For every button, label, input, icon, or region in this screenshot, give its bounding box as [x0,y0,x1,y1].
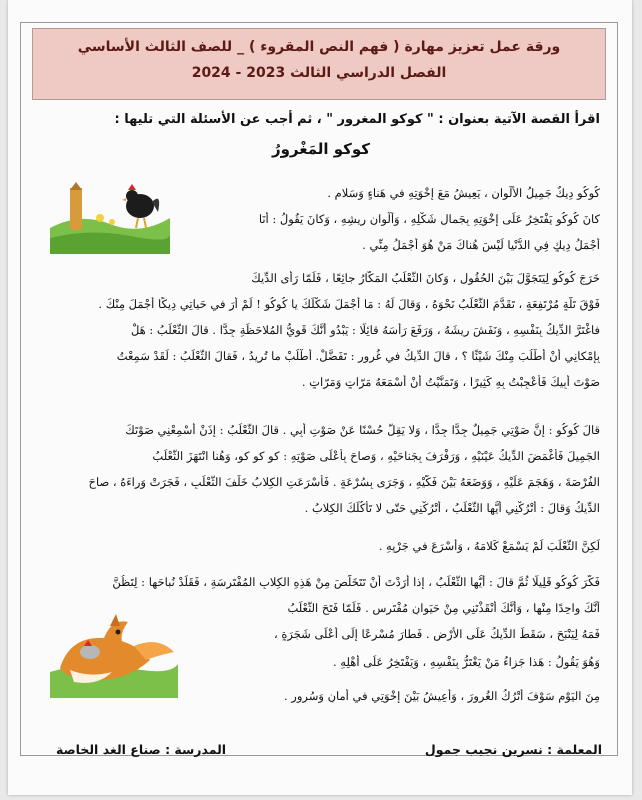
story-line: مِنَ اليَوْمِ سَوْفَ أَتْرُكُ الغُرورَ ، وَأَعِيشُ بَيْنَ إِخْوَتِي في أَمانٍ وَسُرورٍ . [283,689,600,703]
story-line: الدِّيكُ وَقالَ : أَتْرُكْنِي أَيُّها الثَّعْلَبُ ، أَتْرُكْنِي حَتّى لا تَأْكُلَكَ الكِلابُ . [304,501,600,515]
story-line: بِإِمْكانِي أَنْ أَطْلُبَ مِنْكَ شَيْئًا ؟ ، قالَ الدِّيكُ في غُرورٍ : تَفَضَّلْ. أَطْلُبْ ما تُرِيدُ ، فَقالَ الثَّعْلَبُ : لَقَدْ سَمِعْتُ [116,349,600,363]
story-line: أَنَّكَ واحِدًا مِنْها ، وَأَنَّكَ أَنْقَذْتَنِي مِنْ حَيَوانٍ مُفْتَرِسٍ . فَلَمّا فَتَحَ الثَّعْلَبُ [287,601,600,615]
story-line: صَوْتَ أَبِيكَ فَأُعْجِبْتُ بِهِ كَثِيرًا ، وَتَمَنَّيْتُ أَنْ أَسْمَعَهُ مَرّاتٍ وَمَرّاتٍ . [301,375,600,389]
story-line: قالَ كُوكُو : إِنَّ صَوْتِي جَمِيلٌ جِدًّا جِدًّا ، وَلا يَقِلُّ حُسْنًا عَنْ صَوْتِ أَبِي . قالَ الثَّعْلَبُ : إِذَنْ أَسْمِعْنِي صَوْتَكَ [125,423,600,437]
worksheet-title: ورقة عمل تعزيز مهارة ( فهم النص المقروء ) _ للصف الثالث الأساسي [77,39,561,55]
reading-instruction: اقرأ القصة الآتية بعنوان : " كوكو المغرور " ، ثم أجب عن الأسئلة التي تليها : [114,112,600,127]
story-title: كوكو المَغْرورُ [271,140,371,158]
story-line: أَجْمَلُ دِيكٍ فِي الدُّنْيا لَيْسَ هُناكَ مَنْ هُوَ أَجْمَلُ مِنِّي . [362,238,600,252]
fox-illustration [50,612,178,698]
story-line: فَكَّرَ كُوكُو قَلِيلًا ثُمَّ قالَ : أَيُّها الثَّعْلَبُ ، إِذا أَرَدْتَ أَنْ تَتَخَلَّصَ مِنْ هَذِهِ الكِلابِ المُفْتَرِسَةِ ، فَقَلِّدْ نُباحَها : لِتَظُنَّ [112,575,600,589]
worksheet-header [32,28,606,100]
story-line: فاغْتَرَّ الدِّيكُ بِنَفْسِهِ ، وَنَفَشَ رِيشَهُ ، وَرَفَعَ رَأْسَهُ قائِلًا : يَبْدُو أَنَّكَ قَوِيُّ المُلاحَظَةِ جِدًّا . قالَ الثَّعْلَبُ : هَلْ [130,323,600,337]
story-line: الجَمِيلَ فَأَغْمَضَ الدِّيكُ عَيْنَيْهِ ، وَرَفْرَفَ بِجَناحَيْهِ ، وَصاحَ بِأَعْلَى صَوْتِهِ : كو كو كو، وَهُنا انْتَهَزَ الثَّعْلَبُ [152,449,600,463]
school-name: المدرسة : صناع الغد الخاصة [56,742,227,757]
story-line: فَمَهُ لِيَنْبَحَ ، سَقَطَ الدِّيكُ عَلَى الأَرْضِ . فَطارَ مُسْرِعًا إِلَى أَعْلَى شَجَرَةٍ ، [274,627,600,641]
story-line: كُوكُو دِيكٌ جَمِيلُ الأَلْوانِ ، يَعِيشُ مَعَ إِخْوَتِهِ في هَناءٍ وَسَلامٍ . [327,186,600,200]
rooster-illustration [50,178,170,254]
story-line: الفُرْصَةَ ، وَهَجَمَ عَلَيْهِ ، وَوَضَعَهُ بَيْنَ فَكَّيْهِ ، وَجَرَى بِسُرْعَةٍ . فَأَسْرَعَتِ الكِلابُ خَلْفَ الثَّعْلَبِ ، فَجَرَتْ وَراءَهُ ، صاحَ [88,475,600,489]
story-line: كانَ كُوكُو يَفْتَخِرُ عَلَى إِخْوَتِهِ بِجَمالِ شَكْلِهِ ، وَأَلْوانِ رِيشِهِ ، وَكانَ يَقُولُ : أَنَا [258,212,600,226]
story-line: فَوْقَ تَلَّةٍ مُرْتَفِعَةٍ ، تَقَدَّمَ الثَّعْلَبُ نَحْوَهُ ، وَقالَ لَهُ : مَا أَجْمَلَ شَكْلَكَ يا كُوكُو ! لَمْ أَرَ في حَياتِي دِيكًا أَجْمَلَ مِنْكَ . [98,297,600,311]
semester-line: الفصل الدراسي الثالث 2023 - 2024 [191,65,447,81]
story-line: وَهُوَ يَقُولُ : هَذا جَزاءُ مَنْ يَغْتَرُّ بِنَفْسِهِ ، وَيَفْتَخِرُ عَلَى أَهْلِهِ . [332,655,600,669]
teacher-name: المعلمة : نسرين نجيب جمول [424,742,602,757]
story-line: خَرَجَ كُوكُو لِيَتَجَوَّلَ بَيْنَ الحُقُولِ ، وَكانَ الثَّعْلَبُ المَكّارُ جائِعًا ، فَلَمّا رَأَى الدِّيكَ [251,271,600,285]
story-line: لَكِنَّ الثَّعْلَبَ لَمْ يَسْمَعْ كَلامَهُ ، وَأَسْرَعَ في جَرْيِهِ . [378,539,600,553]
